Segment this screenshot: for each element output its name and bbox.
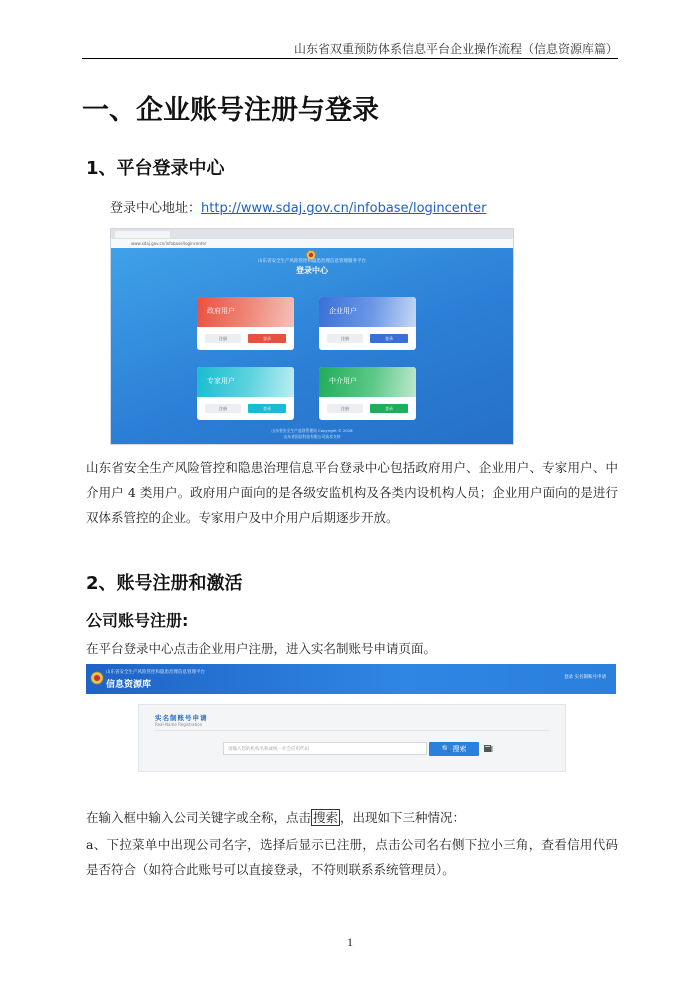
search-instruction-after: ，出现如下三种情况：: [340, 810, 466, 825]
browser-url: www.sdaj.gov.cn/infobase/logincenter: [131, 241, 207, 246]
browser-tabbar: [111, 229, 513, 239]
card-expert-login-button[interactable]: 登录: [248, 404, 286, 413]
card-enterprise-register-button[interactable]: 注册: [327, 334, 363, 343]
login-address-label: 登录中心地址：: [110, 201, 202, 216]
login-page: [111, 248, 513, 444]
card-enterprise-login-button[interactable]: 登录: [370, 334, 408, 343]
card-agency-label: 中介用户: [329, 377, 357, 385]
search-button[interactable]: [429, 742, 479, 756]
card-enterprise-banner: [319, 297, 416, 327]
divider: [155, 730, 549, 731]
login-subtitle: 山东省安全生产风险管控和隐患治理信息管理服务平台: [258, 259, 366, 264]
topbar-title: 信息资源库: [106, 680, 152, 690]
login-footer-support: 山东省国信科技有限公司技术支持: [283, 434, 341, 439]
card-government-label: 政府用户: [207, 307, 235, 315]
login-center-description: 山东省安全生产风险管控和隐患治理信息平台登录中心包括政府用户、企业用户、专家用户、中介用户 4 类用户。政府用户面向的是各级安监机构及各类内设机构人员；企业用户面向的是进行双体系管控的企业。专家用户及中介用户后期逐步开放。: [86, 460, 618, 525]
card-agency-login-button[interactable]: 登录: [370, 404, 408, 413]
card-enterprise-label: 企业用户: [329, 307, 357, 315]
section-heading: 一、企业账号注册与登录: [82, 95, 379, 126]
login-footer: [111, 428, 513, 440]
card-expert-register-button[interactable]: 注册: [205, 404, 241, 413]
card-expert-label: 专家用户: [207, 377, 235, 385]
login-address-line: [110, 196, 486, 221]
realname-registration-panel: [138, 704, 566, 772]
search-instruction: [86, 805, 465, 830]
case-a-description: a、下拉菜单中出现公司名字，选择后显示已注册，点击公司名右侧下拉小三角，查看信用代码是否符合（如符合此账号可以直接登录，不符则联系系统管理员）。: [86, 837, 618, 877]
subsection-heading-login-center: 1、平台登录中心: [86, 158, 225, 179]
registration-screenshot: [86, 664, 616, 774]
login-address-link[interactable]: http://www.sdaj.gov.cn/infobase/logincenter: [201, 201, 487, 216]
login-title: 登录中心: [296, 266, 328, 275]
card-government[interactable]: [197, 297, 294, 350]
company-search-input[interactable]: 请输入您的机构名称或统一社会信用代码: [223, 742, 427, 755]
search-keyword-boxed: 搜索: [313, 810, 339, 825]
search-instruction-before: 在输入框中输入公司关键字或全称，点击: [86, 810, 312, 825]
search-button-label: 搜索: [452, 745, 467, 753]
emblem-icon: [90, 671, 104, 685]
subsection-heading-registration: 2、账号注册和激活: [86, 573, 243, 594]
card-government-banner: [197, 297, 294, 327]
card-agency-banner: [319, 367, 416, 397]
book-icon[interactable]: [483, 744, 493, 753]
card-enterprise[interactable]: [319, 297, 416, 350]
card-expert[interactable]: [197, 367, 294, 420]
company-registration-heading: 公司账号注册:: [86, 611, 189, 630]
topbar-nav[interactable]: 登录 实名制账号申请: [564, 675, 606, 680]
registration-title: 实名制账号申请: [155, 714, 208, 722]
page-number: 1: [347, 935, 353, 949]
registration-subtitle: Real-Name Registration: [155, 722, 203, 727]
company-registration-intro: 在平台登录中心点击企业用户注册，进入实名制账号申请页面。: [86, 641, 437, 656]
card-government-login-button[interactable]: 登录: [248, 334, 286, 343]
login-footer-copyright: 山东省安全生产监督管理局 Copyright © 2018: [271, 428, 353, 433]
resource-library-topbar: [86, 664, 616, 694]
search-icon: 🔍: [441, 745, 451, 753]
browser-tab: [115, 231, 170, 238]
card-expert-banner: [197, 367, 294, 397]
card-agency-register-button[interactable]: 注册: [327, 404, 363, 413]
running-header: 山东省双重预防体系信息平台企业操作流程（信息资源库篇）: [293, 42, 618, 56]
header-rule: [82, 58, 618, 59]
topbar-subtitle: 山东省安全生产风险管控和隐患治理信息管理平台: [106, 670, 205, 675]
login-center-screenshot: [110, 228, 514, 445]
card-agency[interactable]: [319, 367, 416, 420]
card-government-register-button[interactable]: 注册: [205, 334, 241, 343]
